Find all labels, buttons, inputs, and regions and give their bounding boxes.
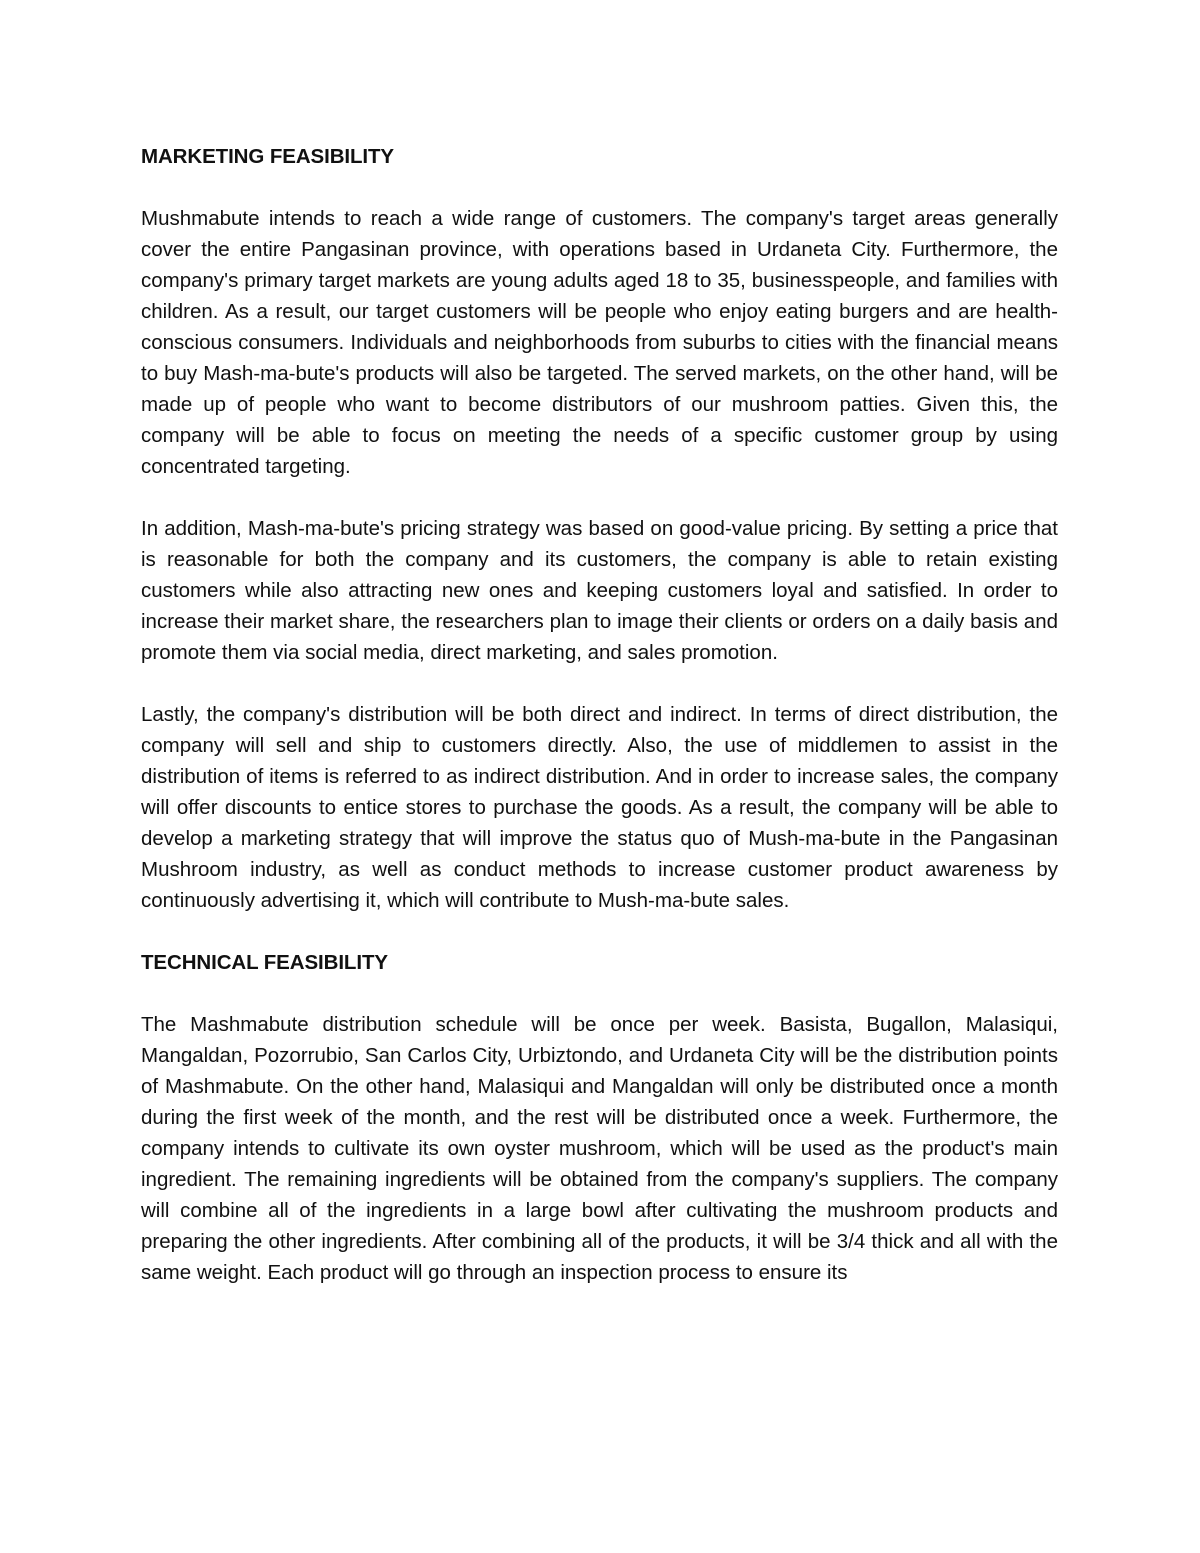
section-heading-marketing: MARKETING FEASIBILITY — [141, 145, 395, 168]
spacer — [141, 482, 1058, 513]
section-heading-technical: TECHNICAL FEASIBILITY — [141, 951, 388, 974]
spacer — [141, 916, 1058, 947]
spacer — [141, 668, 1058, 699]
spacer — [141, 172, 1058, 203]
paragraph-technical-schedule: The Mashmabute distribution schedule will be once per week. Basista, Bugallon, Malasiqui, Mangaldan, Pozorrubio, San Carlos City, Urbiztondo, and Urdaneta City will be the distribution points of Mashmabute. On the other hand, Malasiqui and Mangaldan will only be distributed once a month during the first week of the month, and the rest will be distributed once a week. Furthermore, the company intends to cultivate its own oyster mushroom, which will be used as the product's main ingredient. The remaining ingredients will be obtained from the company's suppliers. The company will combine all of the ingredients in a large bowl after cultivating the mushroom products and preparing the other ingredients. After combining all of the products, it will be 3/4 thick and all with the same weight. Each product will go through an inspection process to ensure its — [141, 1013, 1058, 1284]
spacer — [141, 978, 1058, 1009]
paragraph-marketing-targets: Mushmabute intends to reach a wide range of customers. The company's target areas generally cover the entire Pangasinan province, with operations based in Urdaneta City. Furthermore, the company's primary target markets are young adults aged 18 to 35, businesspeople, and families with children. As a result, our target customers will be people who enjoy eating burgers and are health-conscious consumers. Individuals and neighborhoods from suburbs to cities with the financial means to buy Mash-ma-bute's products will also be targeted. The served markets, on the other hand, will be made up of people who want to become distributors of our mushroom patties. Given this, the company will be able to focus on meeting the needs of a specific customer group by using concentrated targeting. — [141, 207, 1058, 478]
paragraph-marketing-pricing: In addition, Mash-ma-bute's pricing strategy was based on good-value pricing. By setting a price that is reasonable for both the company and its customers, the company is able to retain existing customers while also attracting new ones and keeping customers loyal and satisfied. In order to increase their market share, the researchers plan to image their clients or orders on a daily basis and promote them via social media, direct marketing, and sales promotion. — [141, 517, 1058, 664]
document-page — [141, 141, 1058, 1288]
paragraph-marketing-distribution: Lastly, the company's distribution will be both direct and indirect. In terms of direct distribution, the company will sell and ship to customers directly. Also, the use of middlemen to assist in the distribution of items is referred to as indirect distribution. And in order to increase sales, the company will offer discounts to entice stores to purchase the goods. As a result, the company will be able to develop a marketing strategy that will improve the status quo of Mush-ma-bute in the Pangasinan Mushroom industry, as well as conduct methods to increase customer product awareness by continuously advertising it, which will contribute to Mush-ma-bute sales. — [141, 703, 1058, 912]
